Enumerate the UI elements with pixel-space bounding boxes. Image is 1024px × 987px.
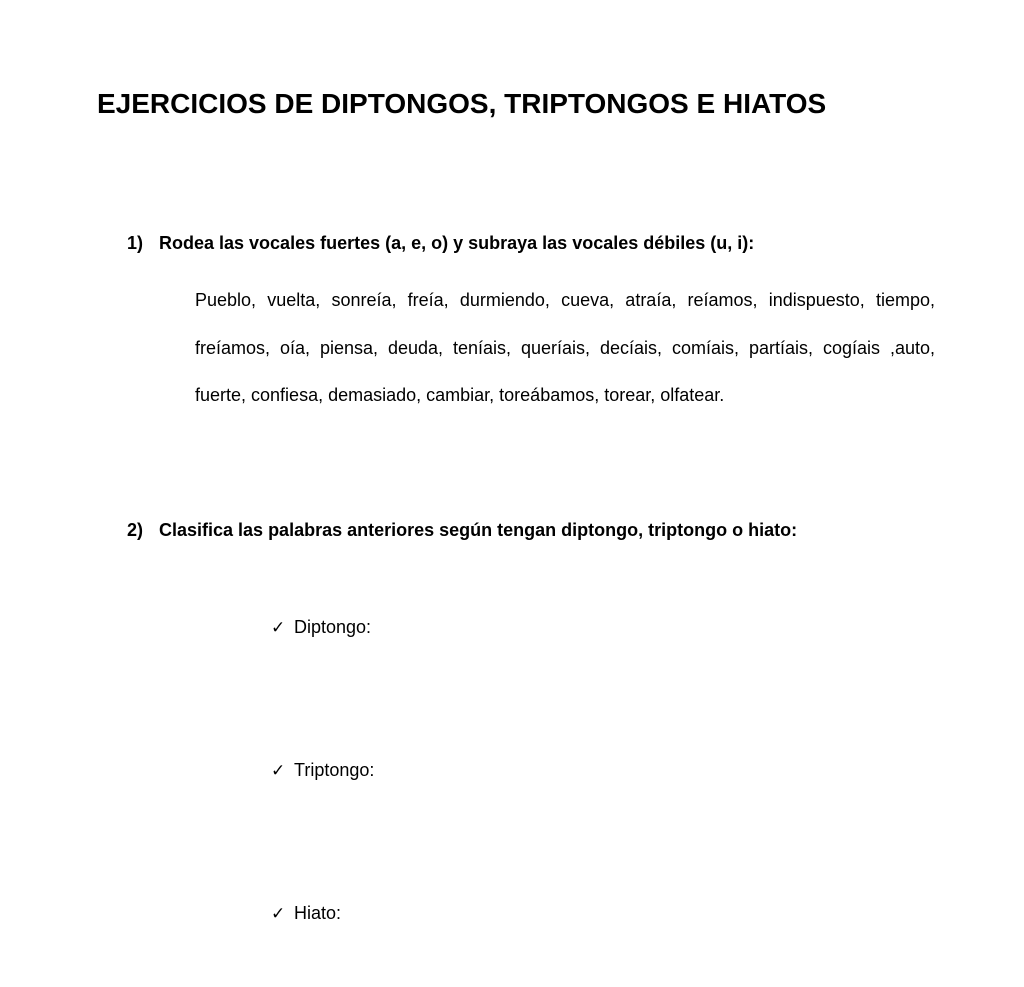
option-diptongo — [271, 617, 371, 638]
option-hiato — [271, 903, 341, 924]
checkmark-icon: ✓ — [271, 760, 286, 781]
checkmark-icon: ✓ — [271, 903, 286, 924]
document-title: EJERCICIOS DE DIPTONGOS, TRIPTONGOS E HIATOS — [97, 88, 827, 119]
exercise-1-instruction — [127, 233, 754, 254]
exercise-1-word-list: Pueblo, vuelta, sonreía, freía, durmiendo, cueva, atraía, reíamos, indispuesto, tiempo, freíamos, oía, piensa, deuda, teníais, queríais, decíais, comíais, partíais, cogíais ,auto, fuerte, confiesa, demasiado, cambiar, toreábamos, torear, olfatear. — [195, 290, 935, 405]
exercise-2-text: Clasifica las palabras anteriores según tengan diptongo, triptongo o hiato: — [159, 520, 798, 540]
exercise-1-number: 1) — [127, 233, 144, 253]
checkmark-icon: ✓ — [271, 617, 286, 638]
exercise-2-number: 2) — [127, 520, 144, 540]
option-diptongo-label: Diptongo: — [294, 617, 372, 637]
option-triptongo-label: Triptongo: — [294, 760, 375, 780]
option-triptongo — [271, 760, 374, 781]
exercise-2-instruction — [127, 520, 797, 541]
option-hiato-label: Hiato: — [294, 903, 342, 923]
exercise-1-text: Rodea las vocales fuertes (a, e, o) y subraya las vocales débiles (u, i): — [159, 233, 755, 253]
